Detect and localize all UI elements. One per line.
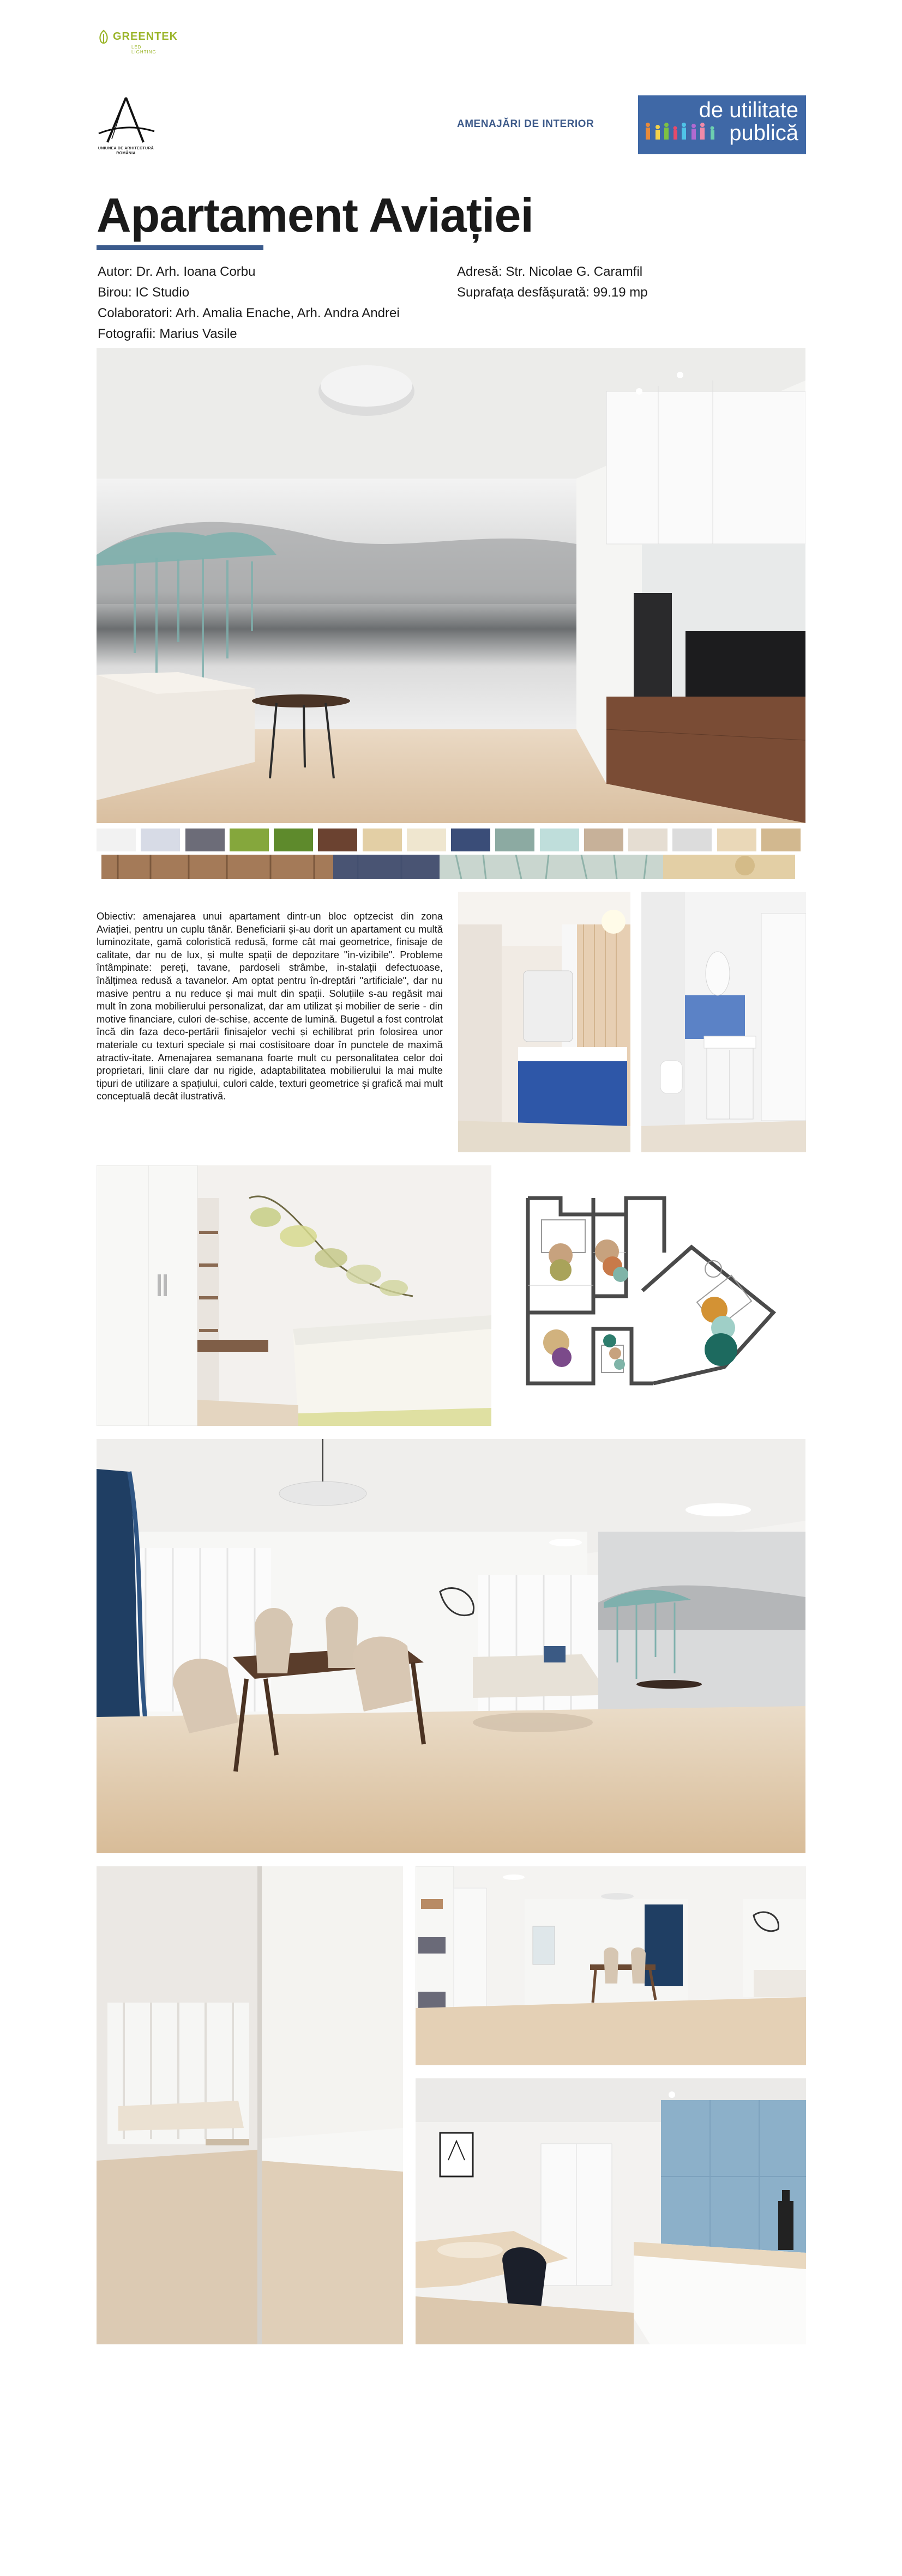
badge-title (699, 99, 798, 144)
association-name: UNIUNEA DE ARHITECTURĂ ROMÂNIA (98, 147, 154, 155)
palette-swatch (230, 829, 269, 851)
page-title: Apartament Aviației (97, 188, 533, 242)
category-label: AMENAJĂRI DE INTERIOR (457, 118, 594, 130)
palette-swatch (451, 829, 490, 851)
public-utility-badge (638, 95, 806, 154)
bedroom-photo (97, 1165, 491, 1426)
association-logo (95, 95, 172, 158)
architecture-a-icon (95, 95, 157, 144)
texture-strip (101, 855, 795, 879)
badge-line-1: de utilitate (699, 98, 798, 122)
hallway-dining-photo (416, 1866, 806, 2065)
palette-swatch (274, 829, 313, 851)
badge-line-2: publică (729, 121, 798, 145)
credits-left (98, 262, 400, 344)
address-line: Adresă: Str. Nicolae G. Caramfil (457, 264, 643, 279)
area-line: Suprafața desfășurată: 99.19 mp (457, 285, 648, 300)
title-underline (97, 245, 263, 250)
palette-swatch (141, 829, 180, 851)
kitchen-photo (416, 2078, 806, 2344)
living-room-photo (97, 348, 805, 823)
brand-name: GREENTEK (113, 31, 178, 43)
color-palette (97, 829, 805, 851)
floor-plan-diagram (517, 1187, 790, 1394)
palette-swatch (407, 829, 446, 851)
hallway-mirror-photo (97, 1866, 403, 2344)
office-line: Birou: IC Studio (98, 285, 190, 300)
palette-swatch (672, 829, 712, 851)
author-line: Autor: Dr. Arh. Ioana Corbu (98, 264, 256, 279)
palette-swatch (495, 829, 534, 851)
palette-swatch (584, 829, 623, 851)
collaborators-line: Colaboratori: Arh. Amalia Enache, Arh. Andra Andrei (98, 306, 400, 321)
palette-swatch (540, 829, 579, 851)
palette-swatch (97, 829, 136, 851)
brand-tagline: LED LIGHTING (131, 45, 157, 55)
palette-swatch (185, 829, 225, 851)
palette-swatch (363, 829, 402, 851)
credits-right (457, 262, 648, 303)
bathroom-vanity-photo (458, 892, 630, 1152)
bathroom-sink-photo (641, 892, 806, 1152)
palette-swatch (761, 829, 801, 851)
photography-line: Fotografii: Marius Vasile (98, 326, 237, 341)
texture-samples (101, 855, 795, 879)
dining-living-photo (97, 1439, 805, 1853)
palette-swatch (318, 829, 357, 851)
leaf-icon (98, 29, 110, 45)
palette-swatch (717, 829, 756, 851)
project-objective: Obiectiv: amenajarea unui apartament dintr-un bloc optzecist din zona Aviației, pentru un cuplu tânăr. Beneficiarii și-au dorit un apartament cu multă luminozitate, gamă coloristică redusă, forme cât mai geometrice, finisaje de calitate, dar nu de lux, și multe spații de depozitare "in-vizibile". Probleme întâmpinate: pereți, tavane, pardoseli strâmbe, in-stalații defectuoase, înălțimea redusă a tavanelor. Am optat pentru în-dreptări "artificiale", dar nu masive pentru a nu reduce și mai mult din spații. Soluțiile s-au regăsit mai mult în zona mobilierului personalizat, dar am utilizat și mobilier de serie - din motive financiare, culori de-schise, accente de lumină. Bugetul a fost controlat încă din faza deco-pertării finisajelor vechi și echilibrat prin folosirea unor materiale cu texturi speciale și mai costisitoare doar în punctele de maximă atractiv-itate. Amenajarea semanana foarte mult cu personalitatea celor doi proprietari, linii clare dar nu rigide, adaptabilitatea mobilierului la mai multe tipuri de utilizare a spațiului, culori calde, texturi geometrice și grafică mai mult conceptuală decât ilustrativă. (97, 910, 443, 1102)
greentek-logo (97, 28, 178, 56)
palette-swatch (628, 829, 668, 851)
